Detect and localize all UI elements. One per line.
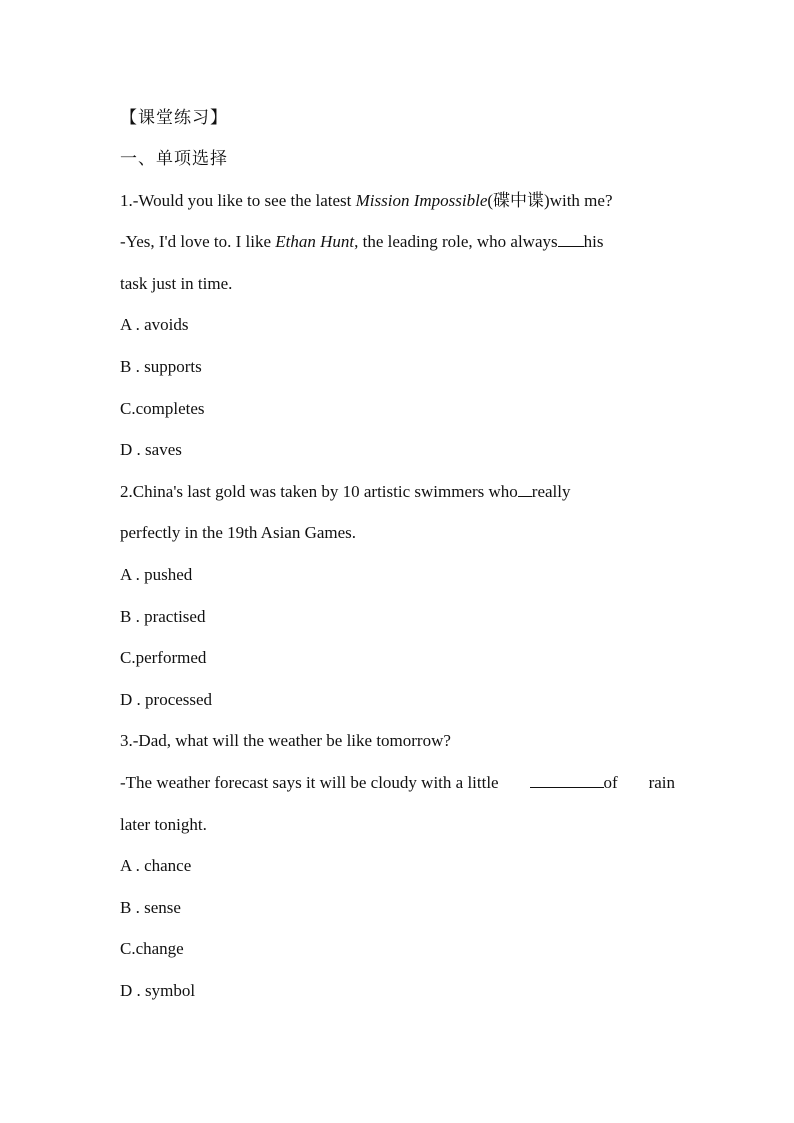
question-2-stem-line-2: perfectly in the 19th Asian Games. [120, 523, 357, 542]
question-2-option-d: D . processed [120, 690, 213, 709]
answer-blank [558, 232, 584, 247]
question-3-option-b: B . sense [120, 898, 181, 917]
question-1-option-c: C.completes [120, 399, 205, 418]
question-3-stem-line-2: -The weather forecast says it will be cloudy with a little of rain [120, 773, 675, 792]
question-1-stem-line-1: 1.-Would you like to see the latest Mission Impossible(碟中谍)with me? [120, 191, 613, 210]
answer-blank [518, 482, 532, 497]
question-3-stem-line-3: later tonight. [120, 815, 207, 834]
section-title: 【课堂练习】 [120, 108, 228, 127]
question-3-option-d: D . symbol [120, 981, 196, 1000]
character-name: Ethan Hunt [275, 232, 355, 251]
question-1-option-a: A . avoids [120, 315, 189, 334]
question-1-stem-line-2: -Yes, I'd love to. I like Ethan Hunt, the leading role, who always his [120, 232, 604, 251]
question-2-option-c: C.performed [120, 648, 207, 667]
question-2-option-b: B . practised [120, 607, 206, 626]
answer-blank [530, 773, 604, 788]
question-1-option-b: B . supports [120, 357, 202, 376]
question-3-option-c: C.change [120, 939, 184, 958]
part-title: 一、单项选择 [120, 149, 228, 168]
question-2-option-a: A . pushed [120, 565, 193, 584]
question-3-stem-line-1: 3.-Dad, what will the weather be like tomorrow? [120, 731, 451, 750]
question-1-option-d: D . saves [120, 440, 182, 459]
question-2-stem-line-1: 2.China's last gold was taken by 10 artistic swimmers who really [120, 482, 571, 501]
question-1-stem-line-3: task just in time. [120, 274, 233, 293]
movie-title: Mission Impossible [355, 191, 488, 210]
question-3-option-a: A . chance [120, 856, 192, 875]
